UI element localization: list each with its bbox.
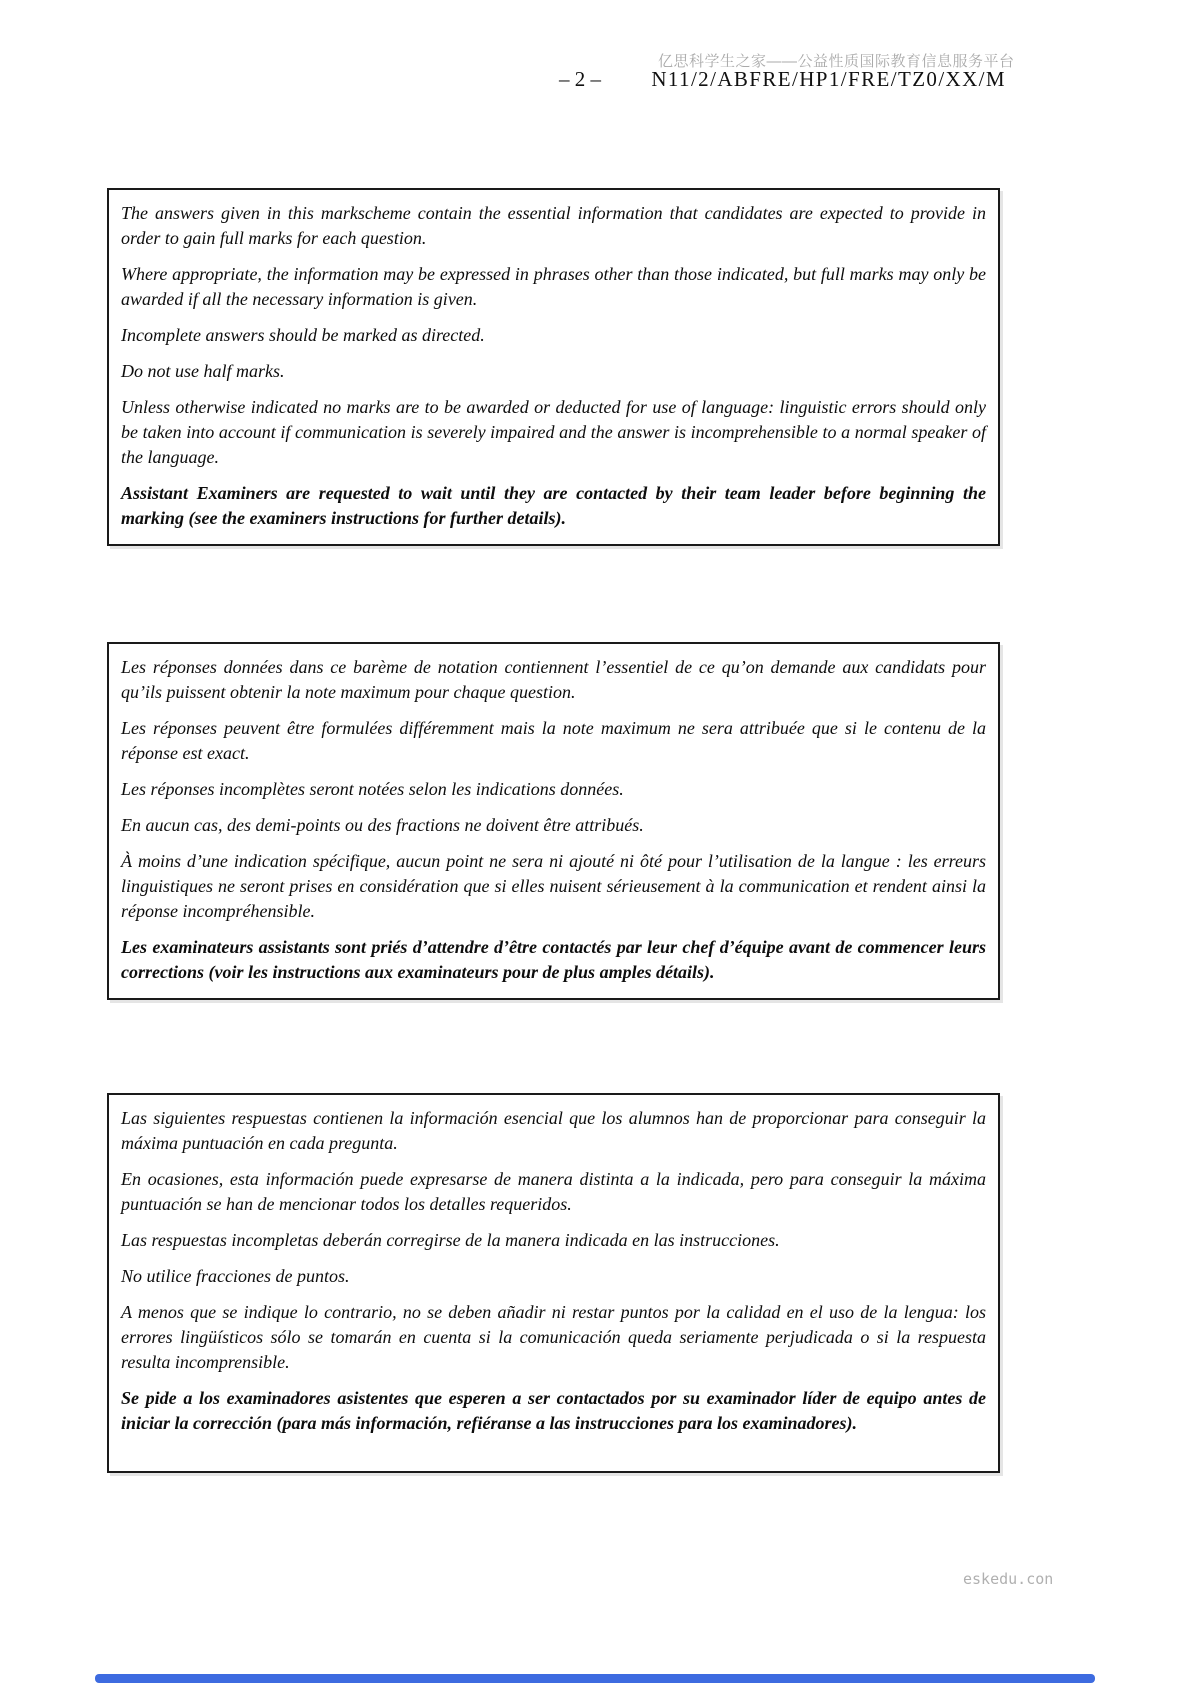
site-watermark-text: 亿思科学生之家——公益性质国际教育信息服务平台 <box>658 53 1015 70</box>
examiner-bold-notice: Les examinateurs assistants sont priés d’attendre d’être contactés par leur chef d’équipe avant de commencer leurs corrections (voir les instructions aux examinateurs pour de plus amples détails). <box>121 937 986 982</box>
notice-paragraph: The answers given in this markscheme contain the essential information that candidates are expected to provide in order to gain full marks for each question. <box>121 203 986 248</box>
notice-paragraph: En ocasiones, esta información puede expresarse de manera distinta a la indicada, pero para conseguir la máxima puntuación se han de mencionar todos los detalles requeridos. <box>121 1169 986 1214</box>
notice-paragraph: A menos que se indique lo contrario, no se deben añadir ni restar puntos por la calidad en el uso de la lengua: los errores lingüísticos sólo se tomarán en cuenta si la comunicación queda seriamente perjudicada o si la respuesta resulta incomprensible. <box>121 1302 986 1372</box>
notice-paragraph: Las siguientes respuestas contienen la información esencial que los alumnos han de proporcionar para conseguir la máxima puntuación en cada pregunta. <box>121 1108 986 1153</box>
notice-paragraph: Do not use half marks. <box>121 361 285 381</box>
notice-paragraph: En aucun cas, des demi-points ou des fractions ne doivent être attribués. <box>121 815 644 835</box>
footer-watermark: eskedu.con <box>963 1570 1054 1588</box>
notice-paragraph: À moins d’une indication spécifique, aucun point ne sera ni ajouté ni ôté pour l’utilisation de la langue : les erreurs linguistiques ne seront prises en considération que si elles nuisent sérieusement à la communication et rendent ainsi la réponse incompréhensible. <box>121 851 986 921</box>
paper-code: N11/2/ABFRE/HP1/FRE/TZ0/XX/M <box>651 67 1006 91</box>
examiner-bold-notice: Assistant Examiners are requested to wait until they are contacted by their team leader before beginning the marking (see the examiners instructions for further details). <box>121 483 986 528</box>
notice-paragraph: Les réponses peuvent être formulées différemment mais la note maximum ne sera attribuée que si le contenu de la réponse est exact. <box>121 718 986 763</box>
notice-paragraph: Les réponses données dans ce barème de notation contiennent l’essentiel de ce qu’on demande aux candidats pour qu’ils puissent obtenir la note maximum pour chaque question. <box>121 657 986 702</box>
horizontal-scrollbar[interactable] <box>95 1674 1095 1683</box>
notice-paragraph: Incomplete answers should be marked as directed. <box>121 325 485 345</box>
notice-paragraph: Unless otherwise indicated no marks are to be awarded or deducted for use of language: linguistic errors should only be taken into account if communication is severely impaired and the answer is incomprehensible to a normal speaker of the language. <box>121 397 986 467</box>
notice-paragraph: Les réponses incomplètes seront notées selon les indications données. <box>121 779 624 799</box>
examiner-bold-notice: Se pide a los examinadores asistentes que esperen a ser contactados por su examinador líder de equipo antes de iniciar la corrección (para más información, refiéranse a las instrucciones para los examinadores). <box>121 1388 986 1433</box>
page-number: – 2 – <box>559 67 601 91</box>
notice-box-spanish <box>107 1093 1000 1473</box>
notice-paragraph: Las respuestas incompletas deberán corregirse de la manera indicada en las instrucciones. <box>121 1230 780 1250</box>
notice-paragraph: No utilice fracciones de puntos. <box>121 1266 350 1286</box>
notice-paragraph: Where appropriate, the information may be expressed in phrases other than those indicated, but full marks may only be awarded if all the necessary information is given. <box>121 264 986 309</box>
notice-box-english <box>107 188 1000 546</box>
notice-box-french <box>107 642 1000 1000</box>
